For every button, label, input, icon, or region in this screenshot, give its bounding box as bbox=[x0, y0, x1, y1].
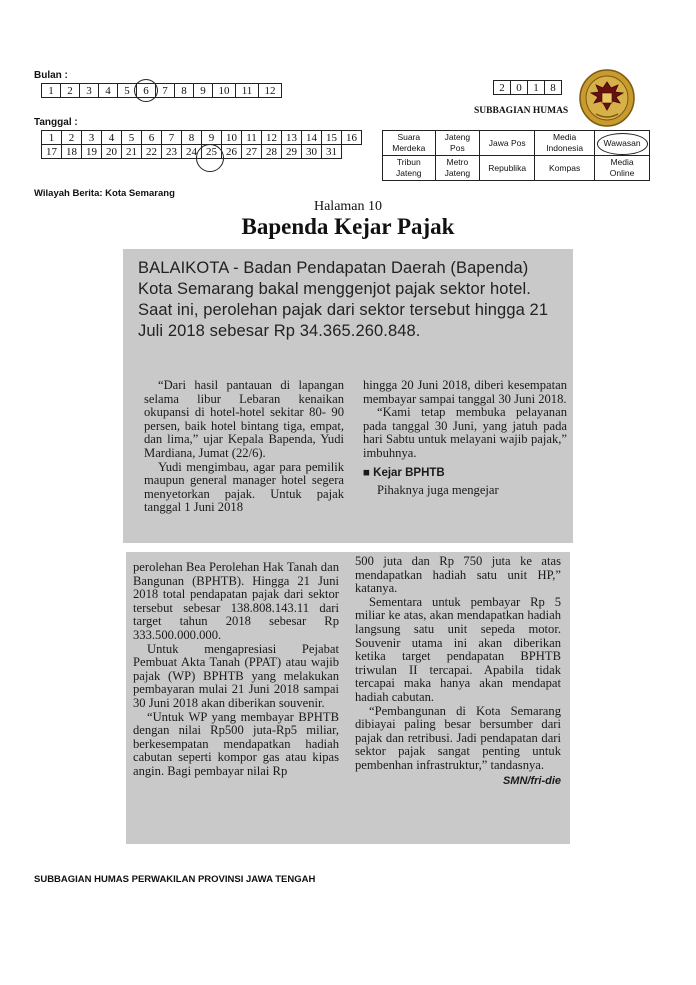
paragraph: hingga 20 Juni 2018, diberi kesempatan membayar sampai tanggal 30 Juni 2018. bbox=[363, 378, 567, 406]
source-jateng-pos: Jateng Pos bbox=[435, 131, 480, 156]
grid-cell: 15 bbox=[322, 131, 342, 145]
article-column-4 bbox=[355, 555, 561, 788]
paragraph: Pihaknya juga mengejar bbox=[377, 483, 499, 498]
grid-cell: 20 bbox=[102, 145, 122, 159]
grid-cell: 7 bbox=[162, 131, 182, 145]
grid-cell: 0 bbox=[511, 81, 528, 95]
news-clipping-top bbox=[123, 249, 573, 543]
article-lead: BALAIKOTA - Badan Pendapatan Daerah (Bapenda) Kota Semarang bakal menggenjot pajak sektor hotel. Saat ini, perolehan pajak dari sektor tersebut hingga 21 Juli 2018 sebesar Rp 34.365.260.848. bbox=[138, 259, 549, 340]
grid-cell: 7 bbox=[156, 84, 175, 98]
grid-cell: 4 bbox=[99, 84, 118, 98]
grid-cell: 3 bbox=[80, 84, 99, 98]
grid-cell: 3 bbox=[82, 131, 102, 145]
bulan-grid bbox=[41, 83, 282, 98]
source-metro-jateng: Metro Jateng bbox=[435, 156, 480, 181]
wilayah-berita: Wilayah Berita: Kota Semarang bbox=[34, 188, 175, 199]
bulan-label: Bulan : bbox=[34, 70, 68, 81]
grid-cell: 6 bbox=[137, 84, 156, 98]
grid-cell: 2 bbox=[61, 84, 80, 98]
grid-cell: 30 bbox=[302, 145, 322, 159]
paragraph: “Kami tetap membuka pelayanan pada tanggal 30 Juni, yang jatuh pada hari Sabtu untuk melayani wajib pajak,” imbuhnya. bbox=[363, 405, 567, 460]
grid-cell: 6 bbox=[142, 131, 162, 145]
grid-cell: 8 bbox=[182, 131, 202, 145]
grid-cell: 18 bbox=[62, 145, 82, 159]
source-jawa-pos: Jawa Pos bbox=[480, 131, 535, 156]
grid-cell: 16 bbox=[342, 131, 362, 145]
org-name: SUBBAGIAN HUMAS bbox=[474, 106, 569, 116]
grid-cell: 11 bbox=[236, 84, 259, 98]
source-tribun-jateng: Tribun Jateng bbox=[383, 156, 436, 181]
grid-cell: 10 bbox=[222, 131, 242, 145]
grid-cell: 12 bbox=[262, 131, 282, 145]
grid-cell: 9 bbox=[202, 131, 222, 145]
grid-cell: 5 bbox=[118, 84, 137, 98]
grid-cell: 25 bbox=[202, 145, 222, 159]
grid-cell: 8 bbox=[545, 81, 562, 95]
source-suara-merdeka: Suara Merdeka bbox=[383, 131, 436, 156]
year-box bbox=[493, 80, 562, 95]
article-column-2 bbox=[363, 379, 567, 498]
grid-cell: 1 bbox=[528, 81, 545, 95]
grid-cell: 8 bbox=[175, 84, 194, 98]
grid-cell: 9 bbox=[194, 84, 213, 98]
source-kompas: Kompas bbox=[535, 156, 595, 181]
news-clipping-bottom bbox=[126, 552, 570, 844]
grid-cell: 21 bbox=[122, 145, 142, 159]
grid-cell: 13 bbox=[282, 131, 302, 145]
grid-cell: 1 bbox=[42, 131, 62, 145]
grid-cell: 29 bbox=[282, 145, 302, 159]
source-media-indonesia: Media Indonesia bbox=[535, 131, 595, 156]
headline: Bapenda Kejar Pajak bbox=[241, 214, 455, 239]
grid-cell: 19 bbox=[82, 145, 102, 159]
grid-cell: 4 bbox=[102, 131, 122, 145]
grid-cell: 1 bbox=[42, 84, 61, 98]
grid-cell: 2 bbox=[494, 81, 511, 95]
bulan-selection-circle bbox=[134, 79, 158, 102]
tanggal-label: Tanggal : bbox=[34, 117, 78, 128]
paragraph: Untuk mengapresiasi Pejabat Pembuat Akta Tanah (PPAT) atau wajib pajak (WP) BPHTB yang melakukan pembayaran mulai 21 Juni 2018 sampai 30 Juni 2018 akan diberikan souvenir. bbox=[133, 641, 339, 710]
paragraph: perolehan Bea Perolehan Hak Tanah dan Bangunan (BPHTB). Hingga 21 Juni 2018 total pendapatan pajak dari sektor tersebut sebesar 138.808.143.11 dari target tahun 2018 sebesar Rp 333.500.000.000. bbox=[133, 560, 339, 642]
source-republika: Republika bbox=[480, 156, 535, 181]
grid-cell: 10 bbox=[213, 84, 236, 98]
grid-cell: 5 bbox=[122, 131, 142, 145]
grid-cell: 31 bbox=[322, 145, 342, 159]
grid-cell: 22 bbox=[142, 145, 162, 159]
paragraph: 500 juta dan Rp 750 juta ke atas mendapatkan hadiah satu unit HP,” katanya. bbox=[355, 554, 561, 596]
source-selection-circle bbox=[597, 133, 648, 155]
article-column-3 bbox=[133, 561, 339, 779]
article-column-1 bbox=[144, 379, 344, 515]
source-media-online: Media Online bbox=[595, 156, 650, 181]
paragraph: “Dari hasil pantauan di lapangan selama libur Lebaran kenaikan okupansi di hotel-hotel sekitar 80- 90 persen, baik hotel bintang tiga, empat, dan lima,” ujar Kepala Bapenda, Yudi Mardiana, Jumat (22/6). bbox=[144, 378, 344, 460]
grid-cell: 2 bbox=[62, 131, 82, 145]
grid-cell: 23 bbox=[162, 145, 182, 159]
grid-cell: 26 bbox=[222, 145, 242, 159]
grid-cell: 17 bbox=[42, 145, 62, 159]
tanggal-selection-circle bbox=[196, 144, 224, 172]
grid-cell: 24 bbox=[182, 145, 202, 159]
byline: SMN/fri-die bbox=[502, 774, 561, 787]
grid-cell: 14 bbox=[302, 131, 322, 145]
grid-cell: 12 bbox=[259, 84, 282, 98]
page-number: Halaman 10 bbox=[313, 199, 383, 214]
garuda-emblem-icon bbox=[578, 68, 636, 128]
paragraph: “Pembangunan di Kota Semarang dibiayai paling besar bersumber dari pajak dan retribusi. Jadi pendapatan dari sektor pajak sangat penting untuk pembenhan infrastruktur,” tandasnya. bbox=[355, 703, 561, 772]
grid-cell: 11 bbox=[242, 131, 262, 145]
paragraph: “Untuk WP yang membayar BPHTB dengan nilai Rp500 juta-Rp5 miliar, berkesempatan mendapatkan hadiah cabutan seperti kompor gas atau kipas angin. Bagi pembayar nilai Rp bbox=[133, 709, 339, 778]
footer-text: SUBBAGIAN HUMAS PERWAKILAN PROVINSI JAWA TENGAH bbox=[34, 874, 316, 885]
paragraph: Yudi mengimbau, agar para pemilik maupun general manager hotel segera menyetorkan pajak. Untuk pajak tanggal 1 Juni 2018 bbox=[144, 459, 344, 515]
grid-cell: 27 bbox=[242, 145, 262, 159]
source-wawasan: Wawasan bbox=[595, 131, 650, 156]
grid-cell: 28 bbox=[262, 145, 282, 159]
subheading: ■ Kejar BPHTB bbox=[363, 466, 445, 479]
paragraph: Sementara untuk pembayar Rp 5 miliar ke atas, akan mendapatkan hadiah langsung satu unit sepeda motor. Souvenir utama ini akan diberikan ketika target pendapatan BPHTB triwulan II tercapai. Apabila tidak tercapai maka hanya akan mendapat hadiah cabutan. bbox=[355, 594, 561, 704]
